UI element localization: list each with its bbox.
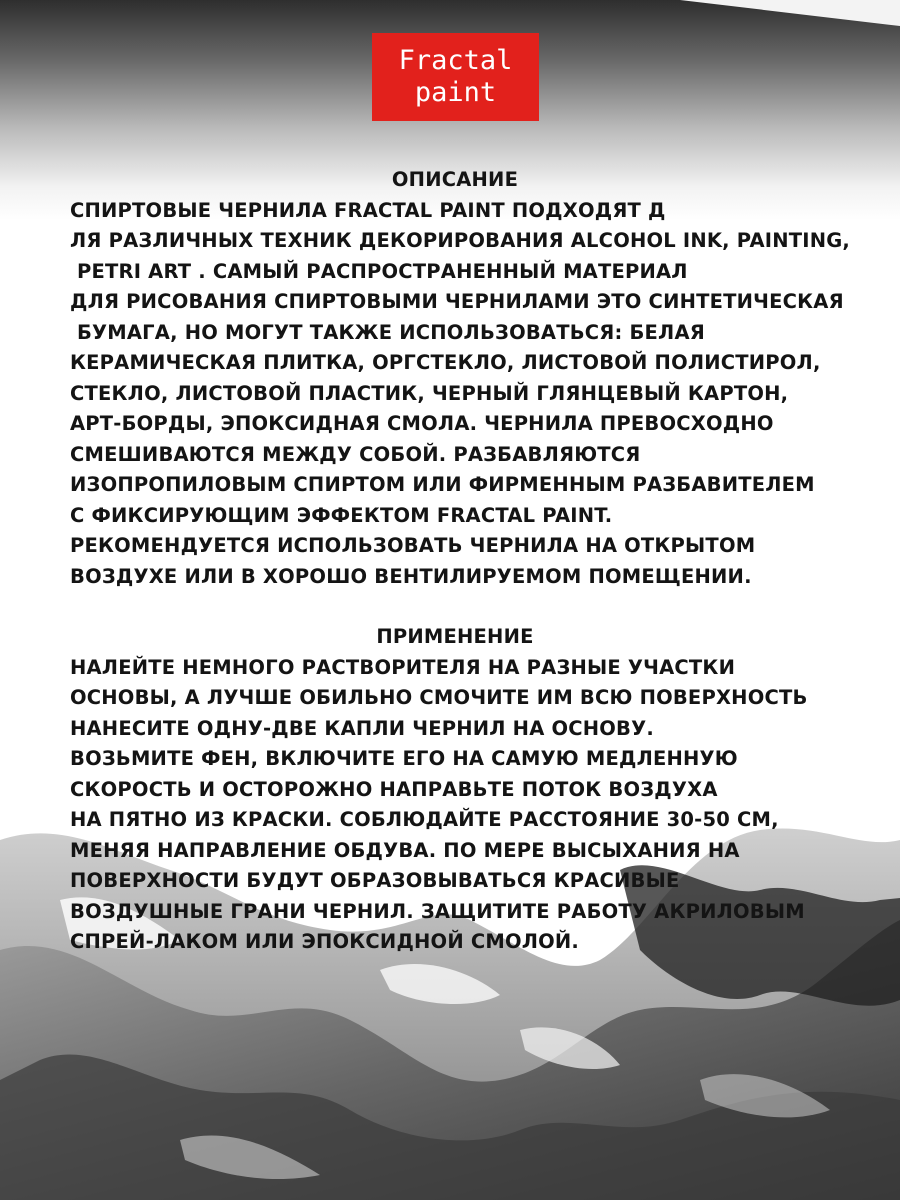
application-line: НА ПЯТНО ИЗ КРАСКИ. СОБЛЮДАЙТЕ РАССТОЯНИЕ 30-50 СМ, bbox=[70, 808, 779, 831]
description-line: ИЗОПРОПИЛОВЫМ СПИРТОМ ИЛИ ФИРМЕННЫМ РАЗБАВИТЕЛЕМ bbox=[70, 473, 815, 496]
description-line: СТЕКЛО, ЛИСТОВОЙ ПЛАСТИК, ЧЕРНЫЙ ГЛЯНЦЕВЫЙ КАРТОН, bbox=[70, 381, 789, 405]
application-line: ПОВЕРХНОСТИ БУДУТ ОБРАЗОВЫВАТЬСЯ КРАСИВЫЕ bbox=[70, 869, 680, 892]
application-line: ВОЗДУШНЫЕ ГРАНИ ЧЕРНИЛ. ЗАЩИТИТЕ РАБОТУ АКРИЛОВЫМ bbox=[70, 899, 805, 923]
description-line: РЕКОМЕНДУЕТСЯ ИСПОЛЬЗОВАТЬ ЧЕРНИЛА НА ОТКРЫТОМ bbox=[70, 534, 756, 557]
top-right-corner-fold bbox=[680, 0, 900, 26]
application-line: ВОЗЬМИТЕ ФЕН, ВКЛЮЧИТЕ ЕГО НА САМУЮ МЕДЛЕННУЮ bbox=[70, 747, 738, 770]
section-gap bbox=[70, 592, 880, 622]
description-line: АРТ-БОРДЫ, ЭПОКСИДНАЯ СМОЛА. ЧЕРНИЛА ПРЕВОСХОДНО bbox=[70, 412, 774, 435]
application-line: ОСНОВЫ, А ЛУЧШЕ ОБИЛЬНО СМОЧИТЕ ИМ ВСЮ ПОВЕРХНОСТЬ bbox=[70, 686, 808, 709]
description-line: КЕРАМИЧЕСКАЯ ПЛИТКА, ОРГСТЕКЛО, ЛИСТОВОЙ ПОЛИСТИРОЛ, bbox=[70, 351, 821, 374]
description-line: СМЕШИВАЮТСЯ МЕЖДУ СОБОЙ. РАЗБАВЛЯЮТСЯ bbox=[70, 442, 641, 466]
application-line: НАЛЕЙТЕ НЕМНОГО РАСТВОРИТЕЛЯ НА РАЗНЫЕ УЧАСТКИ bbox=[70, 655, 736, 679]
fractal-paint-logo bbox=[372, 33, 539, 121]
application-line: СПРЕЙ-ЛАКОМ ИЛИ ЭПОКСИДНОЙ СМОЛОЙ. bbox=[70, 930, 580, 953]
application-line: НАНЕСИТЕ ОДНУ-ДВЕ КАПЛИ ЧЕРНИЛ НА ОСНОВУ. bbox=[70, 716, 654, 740]
description-line: БУМАГА, НО МОГУТ ТАКЖЕ ИСПОЛЬЗОВАТЬСЯ: БЕЛАЯ bbox=[70, 320, 705, 344]
product-text bbox=[70, 165, 880, 958]
logo-line-1: Fractal bbox=[398, 45, 513, 76]
application-line: СКОРОСТЬ И ОСТОРОЖНО НАПРАВЬТЕ ПОТОК ВОЗДУХА bbox=[70, 777, 718, 801]
application-heading: ПРИМЕНЕНИЕ bbox=[376, 625, 534, 648]
description-line: ЛЯ РАЗЛИЧНЫХ ТЕХНИК ДЕКОРИРОВАНИЯ ALCOHOL INK, PAINTING, bbox=[70, 229, 851, 252]
description-line: ВОЗДУХЕ ИЛИ В ХОРОШО ВЕНТИЛИРУЕМОМ ПОМЕЩЕНИИ. bbox=[70, 564, 752, 588]
logo-line-2: paint bbox=[414, 77, 497, 108]
application-line: МЕНЯЯ НАПРАВЛЕНИЕ ОБДУВА. ПО МЕРЕ ВЫСЫХАНИЯ НА bbox=[70, 838, 740, 862]
description-line: СПИРТОВЫЕ ЧЕРНИЛА FRACTAL PAINT ПОДХОДЯТ Д bbox=[70, 198, 666, 222]
description-line: PETRI ART . САМЫЙ РАСПРОСТРАНЕННЫЙ МАТЕРИАЛ bbox=[70, 259, 688, 283]
description-line: С ФИКСИРУЮЩИМ ЭФФЕКТОМ FRACTAL PAINT. bbox=[70, 503, 613, 527]
description-line: ДЛЯ РИСОВАНИЯ СПИРТОВЫМИ ЧЕРНИЛАМИ ЭТО СИНТЕТИЧЕСКАЯ bbox=[70, 290, 844, 313]
description-heading: ОПИСАНИЕ bbox=[391, 168, 519, 191]
